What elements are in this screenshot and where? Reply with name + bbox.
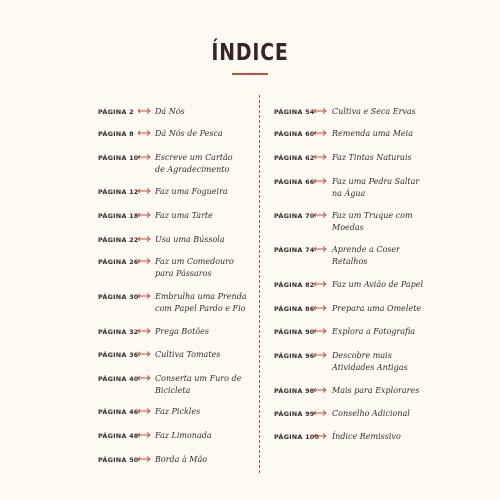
toc-page-number: PÁGINA 2 (98, 108, 134, 116)
toc-page-number: PÁGINA 74 (274, 246, 315, 254)
toc-page-number: PÁGINA 32 (98, 328, 139, 336)
arrow-right-icon (138, 235, 152, 243)
arrow-right-icon (138, 431, 152, 439)
toc-entry-line: Remenda uma Meia (332, 129, 413, 138)
toc-page-number: PÁGINA 54 (274, 108, 315, 116)
toc-page-number: PÁGINA 26 (98, 258, 139, 266)
toc-entry-title (155, 430, 265, 442)
toc-entry-line: Moedas (332, 223, 364, 232)
toc-entry-line: Faz um Truque com (332, 211, 413, 220)
toc-entry-line: Faz uma Pedra Saltar (332, 177, 420, 186)
toc-entry-title (332, 152, 442, 164)
toc-entry-title (332, 385, 442, 397)
arrow-right-icon (138, 350, 152, 358)
toc-entry-line: Faz Pickles (155, 407, 201, 416)
arrow-right-icon (138, 374, 152, 382)
toc-entry-line: Bicicleta (155, 386, 191, 395)
toc-entry-line: Faz um Avião de Papel (332, 280, 424, 289)
toc-page-number: PÁGINA 96 (274, 352, 315, 360)
toc-entry-title (332, 210, 442, 234)
arrow-right-icon (314, 386, 328, 394)
toc-entry-title (332, 176, 442, 200)
toc-entry-line: Prega Botões (155, 327, 209, 336)
toc-entry-line: Dá Nós (155, 107, 185, 116)
arrow-right-icon (138, 407, 152, 415)
toc-entry-title (332, 279, 442, 291)
toc-page-number: PÁGINA 50 (98, 456, 139, 464)
toc-entry-title (155, 349, 265, 361)
toc-entry-line: Explora a Fotografia (332, 327, 416, 336)
toc-page-number: PÁGINA 12 (98, 188, 139, 196)
toc-page-number: PÁGINA 70 (274, 212, 315, 220)
arrow-right-icon (138, 292, 152, 300)
arrow-right-icon (314, 129, 328, 137)
toc-entry-line: para Pássaros (155, 269, 212, 278)
title-underline (232, 73, 268, 75)
toc-entry-title (155, 128, 265, 140)
arrow-right-icon (314, 153, 328, 161)
toc-entry-line: com Papel Pardo e Fio (155, 304, 246, 313)
arrow-right-icon (314, 211, 328, 219)
page-title: ÍNDICE (211, 40, 289, 66)
toc-page-number: PÁGINA 48 (98, 432, 139, 440)
arrow-right-icon (314, 177, 328, 185)
arrow-right-icon (314, 280, 328, 288)
toc-entry-line: Faz um Comedouro (155, 257, 234, 266)
toc-entry-title (332, 128, 442, 140)
toc-page-number: PÁGINA 46 (98, 408, 139, 416)
toc-page-number: PÁGINA 36 (98, 351, 139, 359)
arrow-right-icon (314, 432, 328, 440)
toc-entry-title (332, 106, 442, 118)
toc-entry-title (332, 326, 442, 338)
toc-page-number: PÁGINA 30 (98, 293, 139, 301)
toc-entry-title (155, 291, 265, 315)
toc-page-number: PÁGINA 100 (274, 433, 320, 441)
toc-entry-line: Dá Nós de Pesca (155, 129, 223, 138)
column-divider (259, 95, 260, 473)
toc-page-number: PÁGINA 40 (98, 375, 139, 383)
toc-page-number: PÁGINA 22 (98, 236, 139, 244)
toc-entry-line: de Agradecimento (155, 165, 230, 174)
toc-page-number: PÁGINA 60 (274, 130, 315, 138)
toc-entry-title (155, 326, 265, 338)
toc-entry-line: Atividades Antigas (332, 363, 408, 372)
toc-entry-title (155, 256, 265, 280)
toc-entry-title (155, 406, 265, 418)
toc-page-number: PÁGINA 10 (98, 154, 139, 162)
arrow-right-icon (138, 257, 152, 265)
toc-page-number: PÁGINA 98 (274, 387, 315, 395)
toc-entry-title (155, 234, 265, 246)
toc-entry-line: Faz Tintas Naturais (332, 153, 412, 162)
toc-entry-line: Conselho Adicional (332, 409, 410, 418)
toc-entry-title (332, 303, 442, 315)
toc-entry-line: Faz uma Tarte (155, 211, 213, 220)
toc-entry-title (155, 373, 265, 397)
arrow-right-icon (138, 187, 152, 195)
toc-entry-title (155, 210, 265, 222)
arrow-right-icon (138, 129, 152, 137)
toc-entry-line: Faz Limonada (155, 431, 212, 440)
arrow-right-icon (138, 153, 152, 161)
arrow-right-icon (314, 107, 328, 115)
toc-entry-title (155, 454, 265, 466)
arrow-right-icon (138, 327, 152, 335)
toc-entry-line: Cultiva Tomates (155, 350, 221, 359)
toc-entry-line: Descobre mais (332, 351, 392, 360)
arrow-right-icon (138, 455, 152, 463)
toc-page-number: PÁGINA 90 (274, 328, 315, 336)
toc-page-number: PÁGINA 82 (274, 281, 315, 289)
toc-entry-line: Cultiva e Seca Ervas (332, 107, 416, 116)
toc-entry-line: Mais para Explorares (332, 386, 420, 395)
arrow-right-icon (138, 107, 152, 115)
toc-entry-line: Retalhos (332, 257, 368, 266)
arrow-right-icon (314, 304, 328, 312)
toc-entry-line: Conserta um Furo de (155, 374, 242, 383)
toc-page-number: PÁGINA 99 (274, 410, 315, 418)
toc-entry-line: Escreve um Cartão (155, 153, 233, 162)
toc-entry-title (155, 106, 265, 118)
arrow-right-icon (314, 409, 328, 417)
toc-page-number: PÁGINA 18 (98, 212, 139, 220)
toc-entry-line: Prepara uma Omelete (332, 304, 422, 313)
toc-entry-title (332, 408, 442, 420)
toc-page-number: PÁGINA 62 (274, 154, 315, 162)
toc-entry-line: Borda à Mão (155, 455, 208, 464)
toc-entry-line: Aprende a Coser (332, 245, 400, 254)
toc-entry-line: Embrulha uma Prenda (155, 292, 247, 301)
toc-entry-title (332, 350, 442, 374)
arrow-right-icon (138, 211, 152, 219)
toc-entry-title (155, 186, 265, 198)
toc-entry-title (332, 431, 442, 443)
toc-entry-line: na Água (332, 189, 366, 198)
toc-page-number: PÁGINA 66 (274, 178, 315, 186)
toc-entry-title (155, 152, 265, 176)
toc-entry-title (332, 244, 442, 268)
toc-page-number: PÁGINA 86 (274, 305, 315, 313)
toc-entry-line: Índice Remissivo (332, 432, 401, 441)
arrow-right-icon (314, 245, 328, 253)
toc-entry-line: Faz uma Fogueira (155, 187, 228, 196)
arrow-right-icon (314, 351, 328, 359)
toc-page-number: PÁGINA 8 (98, 130, 134, 138)
toc-entry-line: Usa uma Bússola (155, 235, 225, 244)
arrow-right-icon (314, 327, 328, 335)
